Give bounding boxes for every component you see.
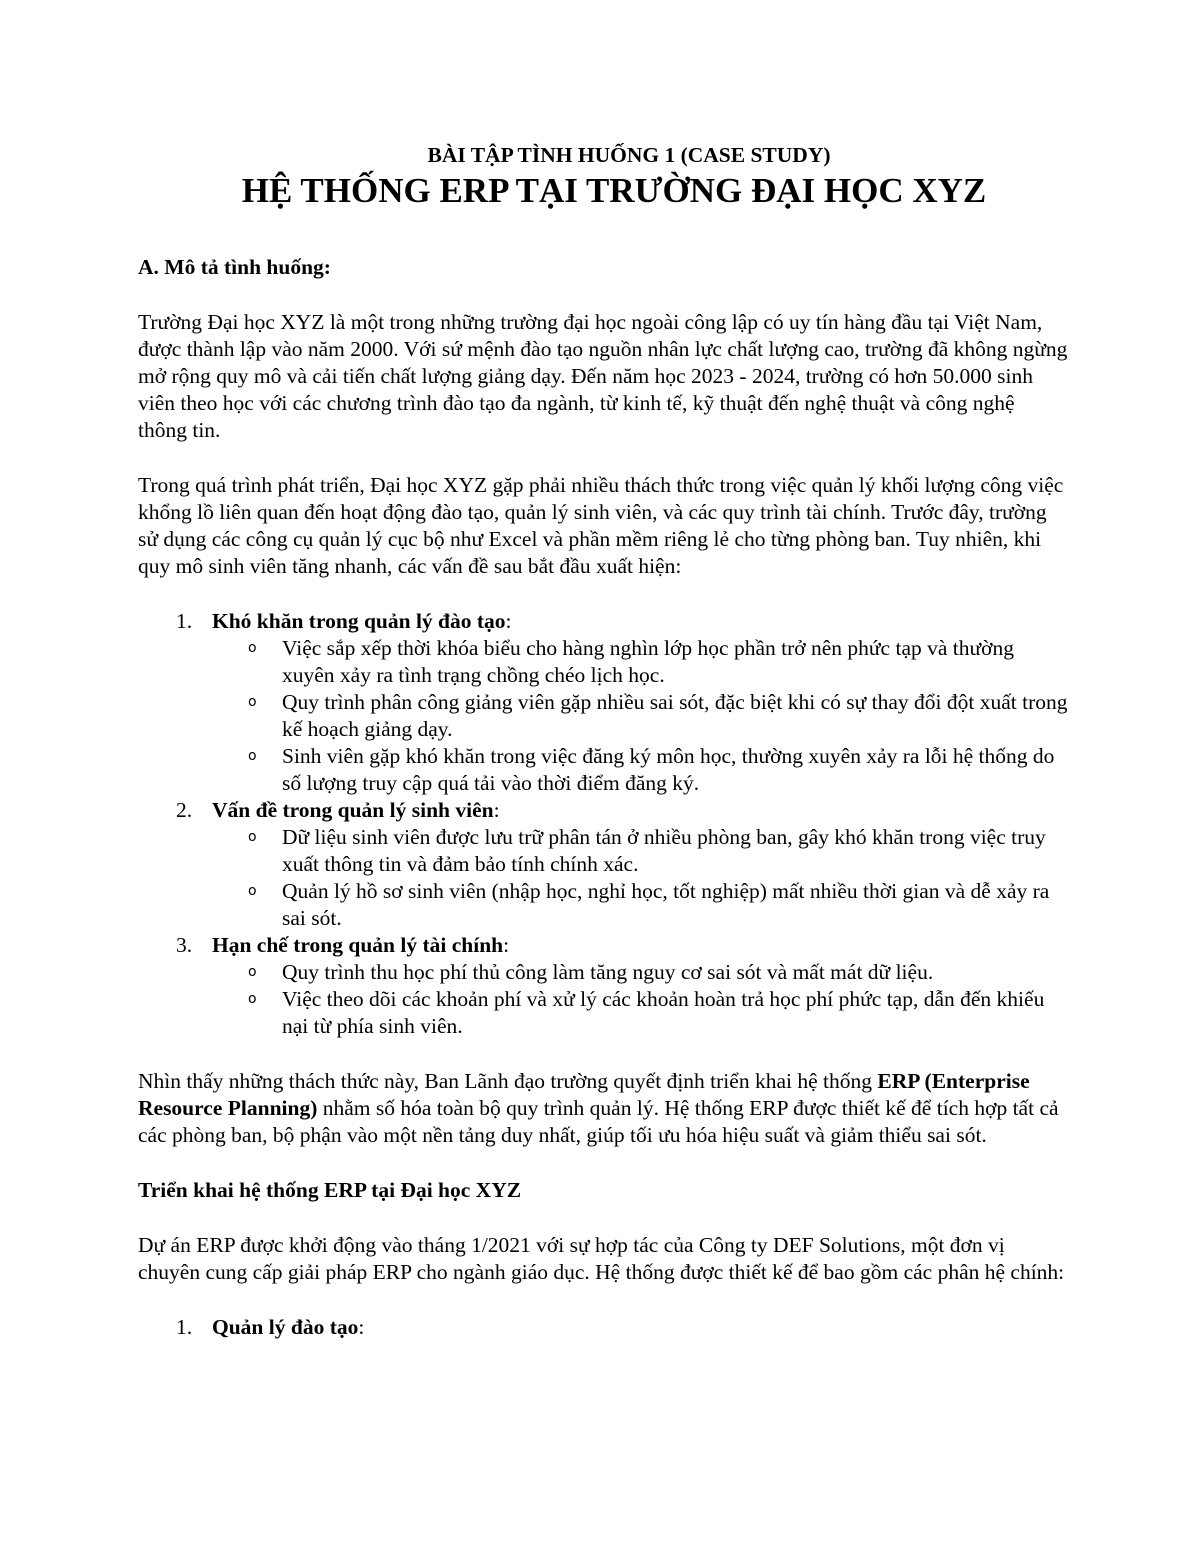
erp-term: ERP (Enterprise Resource Planning)	[138, 1069, 1030, 1120]
problem-item	[138, 797, 1068, 932]
list-item-text: Quy trình phân công giảng viên gặp nhiều sai sót, đặc biệt khi có sự thay đổi đột xuất trong kế hoạch giảng dạy.	[282, 690, 1068, 741]
circle-bullet-icon: o	[248, 748, 257, 764]
circle-bullet-icon: o	[248, 640, 257, 656]
document-title: HỆ THỐNG ERP TẠI TRƯỜNG ĐẠI HỌC XYZ	[241, 171, 987, 210]
problem-number: 1.	[176, 609, 193, 633]
module-number: 1.	[176, 1315, 193, 1339]
list-item	[212, 689, 1068, 743]
problem-number: 2.	[176, 798, 193, 822]
list-item	[212, 635, 1068, 689]
decision-text-start: Nhìn thấy những thách thức này, Ban Lãnh đạo trường quyết định triển khai hệ thống	[138, 1069, 878, 1093]
problem-title: Khó khăn trong quản lý đào tạo	[212, 609, 506, 633]
document-subtitle: BÀI TẬP TÌNH HUỐNG 1 (CASE STUDY)	[427, 143, 831, 167]
problem-sub-list	[212, 959, 1068, 1040]
list-item-text: Sinh viên gặp khó khăn trong việc đăng ký môn học, thường xuyên xảy ra lỗi hệ thống do số lượng truy cập quá tải vào thời điểm đăng ký.	[282, 744, 1055, 795]
list-item	[212, 824, 1068, 878]
problem-list	[138, 608, 1068, 1040]
problem-title: Hạn chế trong quản lý tài chính	[212, 933, 504, 957]
module-list	[138, 1314, 1068, 1341]
circle-bullet-icon: o	[248, 829, 257, 845]
problem-colon: :	[493, 798, 500, 822]
deployment-paragraph: Dự án ERP được khởi động vào tháng 1/2021 với sự hợp tác của Công ty DEF Solutions, một đơn vị chuyên cung cấp giải pháp ERP cho ngành giáo dục. Hệ thống được thiết kế để bao gồm các phân hệ chính:	[138, 1233, 1065, 1284]
list-item-text: Quy trình thu học phí thủ công làm tăng nguy cơ sai sót và mất mát dữ liệu.	[282, 960, 934, 984]
module-item	[138, 1314, 1068, 1341]
list-item-text: Việc sắp xếp thời khóa biểu cho hàng nghìn lớp học phần trở nên phức tạp và thường xuyên xảy ra tình trạng chồng chéo lịch học.	[282, 636, 1015, 687]
problem-colon: :	[505, 609, 512, 633]
intro-paragraph: Trường Đại học XYZ là một trong những trường đại học ngoài công lập có uy tín hàng đầu tại Việt Nam, được thành lập vào năm 2000. Với sứ mệnh đào tạo nguồn nhân lực chất lượng cao, trường đã không ngừng mở rộng quy mô và cải tiến chất lượng giảng dạy. Đến năm học 2023 - 2024, trường có hơn 50.000 sinh viên theo học với các chương trình đào tạo đa ngành, từ kinh tế, kỹ thuật đến nghệ thuật và công nghệ thông tin.	[138, 310, 1068, 442]
list-item	[212, 743, 1068, 797]
problem-number: 3.	[176, 933, 193, 957]
circle-bullet-icon: o	[248, 883, 257, 899]
list-item	[212, 959, 1068, 986]
circle-bullet-icon: o	[248, 991, 257, 1007]
problem-sub-list	[212, 824, 1068, 932]
challenges-paragraph: Trong quá trình phát triển, Đại học XYZ gặp phải nhiều thách thức trong việc quản lý khối lượng công việc khổng lồ liên quan đến hoạt động đào tạo, quản lý sinh viên, và các quy trình tài chính. Trước đây, trường sử dụng các công cụ quản lý cục bộ như Excel và phần mềm riêng lẻ cho từng phòng ban. Tuy nhiên, khi quy mô sinh viên tăng nhanh, các vấn đề sau bắt đầu xuất hiện:	[138, 473, 1064, 578]
problem-item	[138, 608, 1068, 797]
circle-bullet-icon: o	[248, 964, 257, 980]
circle-bullet-icon: o	[248, 694, 257, 710]
problem-colon: :	[503, 933, 510, 957]
module-title: Quản lý đào tạo	[212, 1315, 359, 1339]
section-a-heading: A. Mô tả tình huống:	[138, 255, 331, 279]
decision-paragraph	[138, 1068, 1068, 1149]
problem-sub-list	[212, 635, 1068, 797]
list-item	[212, 878, 1068, 932]
list-item	[212, 986, 1068, 1040]
list-item-text: Quản lý hồ sơ sinh viên (nhập học, nghỉ học, tốt nghiệp) mất nhiều thời gian và dễ xảy ra sai sót.	[282, 879, 1050, 930]
problem-title: Vấn đề trong quản lý sinh viên	[212, 798, 494, 822]
problem-item	[138, 932, 1068, 1040]
list-item-text: Dữ liệu sinh viên được lưu trữ phân tán ở nhiều phòng ban, gây khó khăn trong việc truy xuất thông tin và đảm bảo tính chính xác.	[282, 825, 1046, 876]
deployment-heading: Triển khai hệ thống ERP tại Đại học XYZ	[138, 1178, 522, 1202]
module-colon: :	[358, 1315, 365, 1339]
document-page	[138, 140, 1068, 1341]
list-item-text: Việc theo dõi các khoản phí và xử lý các khoản hoàn trả học phí phức tạp, dẫn đến khiếu nại từ phía sinh viên.	[282, 987, 1045, 1038]
decision-text-end: nhằm số hóa toàn bộ quy trình quản lý. Hệ thống ERP được thiết kế để tích hợp tất cả các phòng ban, bộ phận vào một nền tảng duy nhất, giúp tối ưu hóa hiệu suất và giảm thiểu sai sót.	[138, 1096, 1059, 1147]
